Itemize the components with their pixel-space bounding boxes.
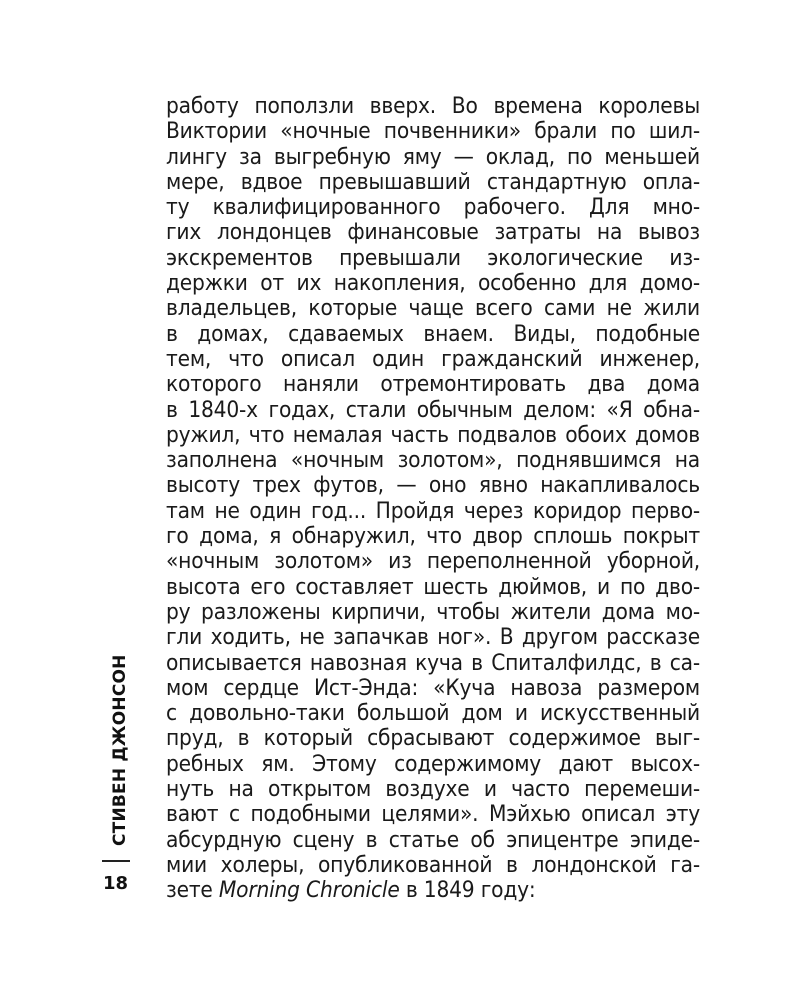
text-line: высота его составляет шесть дюймов, и по дво- <box>166 573 700 600</box>
text-line-last <box>166 878 700 903</box>
text-line: абсурдную сцену в статье об эпицентре эпиде- <box>166 826 700 853</box>
text-line: описывается навозная куча в Спиталфилдс, в са- <box>166 649 700 676</box>
running-head-rule <box>102 860 130 862</box>
text-line: в 1840-х годах, стали обычным делом: «Я обна- <box>166 396 700 423</box>
text-line: ту квалифицированного рабочего. Для мно- <box>166 194 700 221</box>
text-line: тем, что описал один гражданский инженер, <box>166 345 700 372</box>
text-line: го дома, я обнаружил, что двор сплошь покрыт <box>166 523 700 550</box>
text-line: заполнена «ночным золотом», поднявшимся на <box>166 447 700 474</box>
text-line: мом сердце Ист-Энда: «Куча навоза размером <box>166 674 700 701</box>
newspaper-title: Morning Chronicle <box>218 877 400 904</box>
text-line: гли ходить, не запачкав ног». В другом рассказе <box>166 624 700 651</box>
last-line-after: в 1849 году: <box>399 877 536 904</box>
text-line: в домах, сдаваемых внаем. Виды, подобные <box>166 320 700 347</box>
last-line-before: зете <box>166 877 219 904</box>
page-number: 18 <box>103 873 129 894</box>
text-line: экскрементов превышали экологические из- <box>166 244 700 271</box>
text-line: пруд, в который сбрасывают содержимое выг- <box>166 725 700 752</box>
text-line: гих лондонцев финансовые затраты на вывоз <box>166 219 700 246</box>
text-line: мере, вдвое превышавший стандартную опла- <box>166 168 700 195</box>
text-line: которого наняли отремонтировать два дома <box>166 371 700 398</box>
text-line: «ночным золотом» из переполненной уборной, <box>166 548 700 575</box>
text-line: ружил, что немалая часть подвалов обоих домов <box>166 421 700 448</box>
text-line: ребных ям. Этому содержимому дают высох- <box>166 750 700 777</box>
text-line: владельцев, которые чаще всего сами не жили <box>166 295 700 322</box>
text-line: там не один год... Пройдя через коридор перво- <box>166 497 700 524</box>
text-line: мии холеры, опубликованной в лондонской га- <box>166 851 700 878</box>
text-line: высоту трех футов, — оно явно накапливалось <box>166 472 700 499</box>
text-line: вают с подобными целями». Мэйхью описал эту <box>166 801 700 828</box>
text-line: держки от их накопления, особенно для домо- <box>166 270 700 297</box>
text-line: Виктории «ночные почвенники» брали по шил- <box>166 118 700 145</box>
text-line: ру разложены кирпичи, чтобы жители дома мо- <box>166 598 700 625</box>
text-line: лингу за выгребную яму — оклад, по меньшей <box>166 143 700 170</box>
text-line: нуть на открытом воздухе и часто перемеши- <box>166 776 700 803</box>
running-head: СТИВЕН ДЖОНСОН <box>110 654 130 846</box>
body-text <box>166 94 700 904</box>
text-line: работу поползли вверх. Во времена королевы <box>166 93 700 119</box>
text-line: с довольно-таки большой дом и искусственный <box>166 700 700 727</box>
